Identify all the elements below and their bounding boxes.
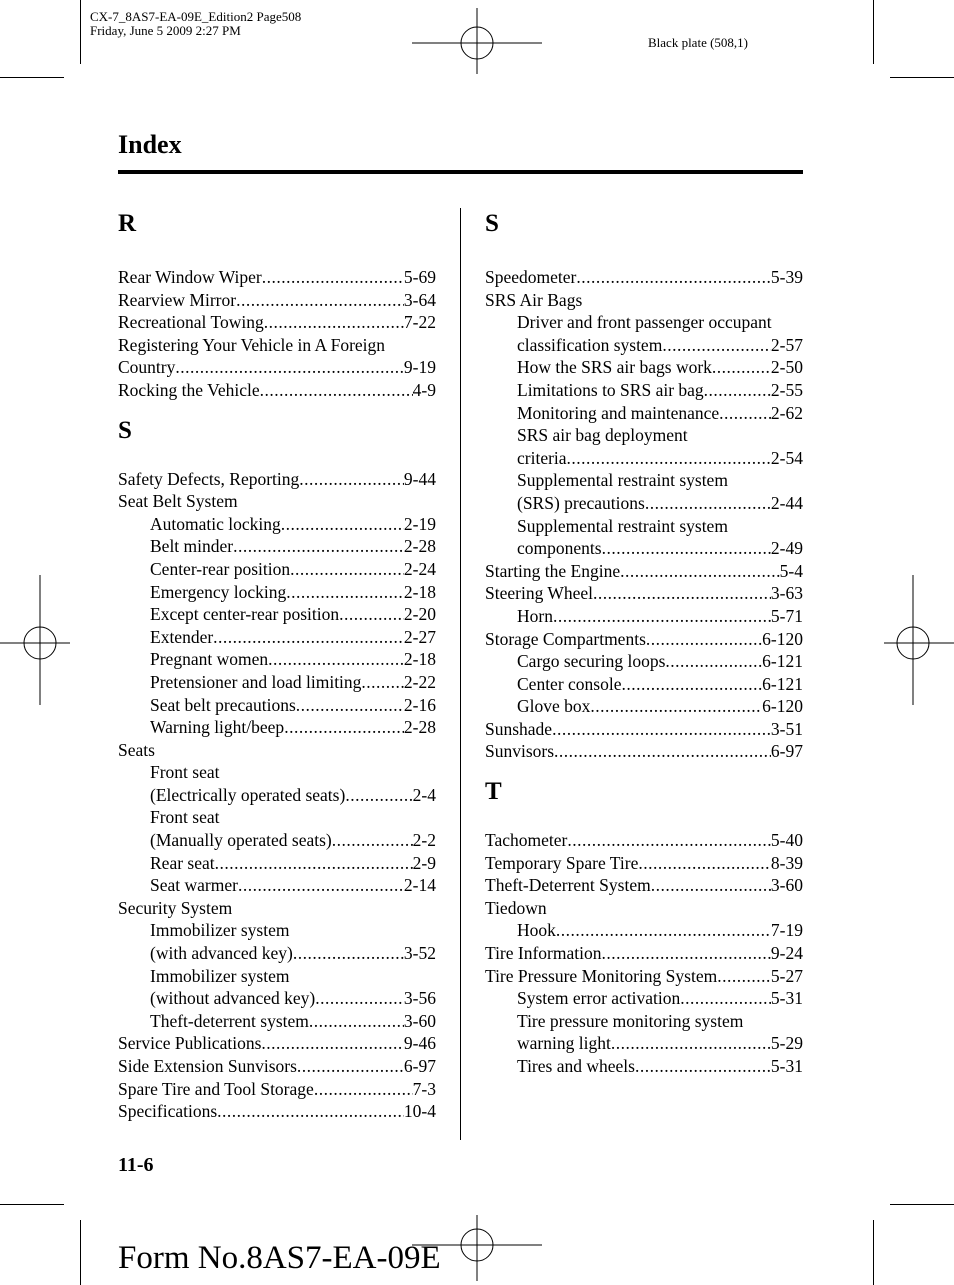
entry-text: warning light xyxy=(517,1033,611,1054)
index-entry xyxy=(485,874,803,897)
index-subentry xyxy=(485,447,803,470)
entry-text: Side Extension Sunvisors xyxy=(118,1056,297,1076)
index-entry xyxy=(485,266,803,289)
index-entry xyxy=(118,379,436,402)
dot-leader xyxy=(719,402,771,425)
dot-leader xyxy=(284,716,404,739)
dot-leader xyxy=(567,829,771,852)
entry-text: Warning light/beep xyxy=(150,717,285,738)
index-subentry xyxy=(118,761,436,784)
index-subentry xyxy=(118,558,436,581)
entry-page: 2-62 xyxy=(770,402,803,423)
index-subentry xyxy=(485,492,803,515)
index-subentry xyxy=(118,852,436,875)
entry-text: Emergency locking xyxy=(150,581,287,602)
entry-text: Belt minder xyxy=(150,536,234,557)
entry-text: Seat Belt System xyxy=(118,491,238,512)
dot-leader xyxy=(704,379,771,402)
dot-leader xyxy=(621,673,762,696)
entry-text: System error activation xyxy=(517,988,681,1009)
print-file-info xyxy=(90,10,301,38)
index-entry xyxy=(118,897,436,920)
dot-leader xyxy=(646,628,762,651)
crop-mark-bottom-right-h xyxy=(890,1204,954,1205)
dot-leader xyxy=(602,537,771,560)
entry-page: 5-71 xyxy=(770,605,803,626)
index-subentry xyxy=(118,919,436,942)
entry-text: Tire Pressure Monitoring System xyxy=(485,965,718,986)
index-entry xyxy=(118,266,436,289)
entry-text: Registering Your Vehicle in A Foreign xyxy=(118,334,386,355)
entry-text: Automatic locking xyxy=(150,513,281,534)
entry-text: criteria xyxy=(517,447,567,468)
index-subentry xyxy=(118,694,436,717)
entry-page: 5-31 xyxy=(770,988,803,1009)
entry-page: 9-44 xyxy=(403,468,436,489)
entry-text: Seats xyxy=(118,739,155,760)
entry-page: 2-28 xyxy=(403,717,436,738)
plate-info: Black plate (508,1) xyxy=(648,35,748,50)
index-subentry xyxy=(118,987,436,1010)
dot-leader xyxy=(297,1055,404,1078)
entry-page: 5-31 xyxy=(770,1056,803,1076)
index-entry xyxy=(485,852,803,875)
entry-text: Rear Window Wiper xyxy=(118,267,262,287)
entry-page: 2-14 xyxy=(403,875,436,896)
index-entry xyxy=(485,582,803,605)
crop-mark-top-left-h xyxy=(0,77,64,78)
index-subentry xyxy=(118,965,436,988)
index-entry xyxy=(118,311,436,334)
entry-page: 2-2 xyxy=(412,830,436,851)
entry-page: 2-44 xyxy=(770,492,803,513)
dot-leader xyxy=(296,694,404,717)
dot-leader xyxy=(290,558,404,581)
entry-text: Seat belt precautions xyxy=(150,694,296,715)
index-entry xyxy=(485,628,803,651)
entry-text: Pregnant women xyxy=(150,649,269,670)
dot-leader xyxy=(567,447,771,470)
index-subentry xyxy=(118,1010,436,1033)
dot-leader xyxy=(293,942,404,965)
section-letter: T xyxy=(485,778,502,806)
dot-leader xyxy=(233,535,404,558)
entry-text: Monitoring and maintenance xyxy=(517,402,720,423)
index-entry xyxy=(118,1078,436,1101)
entry-text: Theft-Deterrent System xyxy=(485,875,651,896)
dot-leader xyxy=(638,852,771,875)
index-entry xyxy=(485,289,803,312)
index-subentry xyxy=(485,379,803,402)
entry-page: 2-9 xyxy=(412,852,436,873)
entry-page: 2-57 xyxy=(770,334,803,355)
dot-leader xyxy=(217,1100,404,1123)
entry-page: 3-52 xyxy=(403,943,436,964)
dot-leader xyxy=(213,626,404,649)
dot-leader xyxy=(315,987,404,1010)
page-title: Index xyxy=(118,130,182,159)
entry-text: How the SRS air bags work xyxy=(517,357,712,378)
entry-page: 5-27 xyxy=(770,965,803,986)
entry-page: 2-55 xyxy=(770,379,803,400)
entry-text: Sunvisors xyxy=(485,741,555,762)
index-entry xyxy=(118,1032,436,1055)
index-subentry xyxy=(118,626,436,649)
header-rule xyxy=(118,170,803,174)
entry-text: Starting the Engine xyxy=(485,560,621,581)
index-subentry xyxy=(485,356,803,379)
entry-page: 3-51 xyxy=(770,718,803,739)
entry-page: 2-19 xyxy=(403,513,436,534)
index-subentry xyxy=(118,942,436,965)
index-subentry xyxy=(118,648,436,671)
dot-leader xyxy=(299,468,404,491)
index-entry xyxy=(485,897,803,920)
entry-page: 6-97 xyxy=(403,1056,436,1076)
dot-leader xyxy=(611,1032,771,1055)
entry-text: Front seat xyxy=(150,807,220,828)
entry-page: 10-4 xyxy=(403,1101,436,1122)
index-subentry xyxy=(485,1032,803,1055)
entry-text: SRS Air Bags xyxy=(485,289,583,310)
dot-leader xyxy=(717,965,771,988)
dot-leader xyxy=(554,740,771,763)
dot-leader xyxy=(215,852,413,875)
entry-text: Security System xyxy=(118,897,233,918)
entry-text: Front seat xyxy=(150,762,220,783)
entry-page: 6-120 xyxy=(762,628,803,649)
entry-text: Tiedown xyxy=(485,897,547,918)
crop-mark-bottom-right-v xyxy=(873,1220,874,1285)
index-entry xyxy=(118,289,436,312)
entry-text: Extender xyxy=(150,626,214,647)
index-subentry xyxy=(485,515,803,538)
index-subentry xyxy=(118,581,436,604)
entry-page: 2-54 xyxy=(770,447,803,468)
entry-text: Rear seat xyxy=(150,852,215,873)
entry-page: 5-4 xyxy=(779,560,803,581)
entry-text: Seat warmer xyxy=(150,875,238,896)
dot-leader xyxy=(314,1078,413,1101)
entry-text: Spare Tire and Tool Storage xyxy=(118,1078,314,1099)
crop-mark-top-right-v xyxy=(873,0,874,64)
entry-text: Country xyxy=(118,357,176,378)
dot-leader xyxy=(665,650,762,673)
index-entry xyxy=(118,739,436,762)
entry-text: (Manually operated seats) xyxy=(150,830,332,851)
entry-page: 7-19 xyxy=(770,920,803,941)
entry-text: Sunshade xyxy=(485,718,553,739)
index-subentry xyxy=(118,784,436,807)
entry-page: 6-121 xyxy=(762,651,803,672)
index-subentry xyxy=(485,469,803,492)
dot-leader xyxy=(593,582,771,605)
entry-text: Theft-deterrent system xyxy=(150,1010,309,1031)
index-entry xyxy=(485,965,803,988)
entry-page: 8-39 xyxy=(770,852,803,873)
entry-text: Service Publications xyxy=(118,1033,262,1054)
entry-text: Immobilizer system xyxy=(150,965,290,986)
index-subentry xyxy=(485,334,803,357)
dot-leader xyxy=(662,334,771,357)
index-subentry xyxy=(118,603,436,626)
entry-page: 2-22 xyxy=(403,671,436,692)
crop-mark-top-left-v xyxy=(80,0,81,64)
dot-leader xyxy=(339,603,404,626)
entry-text: Pretensioner and load limiting xyxy=(150,671,362,692)
entry-page: 2-49 xyxy=(770,538,803,559)
entry-text: (with advanced key) xyxy=(150,943,293,964)
index-column-right xyxy=(485,205,803,1078)
entry-page: 2-20 xyxy=(403,604,436,625)
index-subentry xyxy=(485,695,803,718)
entry-page: 9-19 xyxy=(403,357,436,378)
entry-page: 3-56 xyxy=(403,988,436,1009)
index-subentry xyxy=(485,537,803,560)
dot-leader xyxy=(309,1010,404,1033)
index-subentry xyxy=(118,535,436,558)
dot-leader xyxy=(576,266,771,289)
entry-page: 9-24 xyxy=(770,943,803,964)
index-subentry xyxy=(485,311,803,334)
entry-page: 2-18 xyxy=(403,649,436,670)
entry-text: Tires and wheels xyxy=(517,1056,635,1076)
entry-text: classification system xyxy=(517,334,663,355)
index-entry xyxy=(118,356,436,379)
entry-text: Specifications xyxy=(118,1101,218,1122)
form-number: Form No.8AS7-EA-09E xyxy=(118,1240,441,1276)
dot-leader xyxy=(332,829,413,852)
entry-text: Limitations to SRS air bag xyxy=(517,379,704,400)
entry-page: 5-69 xyxy=(403,267,436,287)
index-subentry xyxy=(485,1010,803,1033)
dot-leader xyxy=(281,513,404,536)
index-entry xyxy=(118,1100,436,1123)
entry-page: 2-4 xyxy=(412,784,436,805)
dot-leader xyxy=(236,289,404,312)
entry-page: 7-22 xyxy=(403,312,436,333)
index-subentry xyxy=(118,671,436,694)
crop-mark-top-right-h xyxy=(890,77,954,78)
entry-page: 5-39 xyxy=(770,267,803,287)
index-subentry xyxy=(485,424,803,447)
entry-text: (SRS) precautions xyxy=(517,492,645,513)
section-letter: S xyxy=(485,210,499,237)
index-entry xyxy=(118,1055,436,1078)
dot-leader xyxy=(635,1055,771,1078)
entry-page: 3-64 xyxy=(403,289,436,310)
crop-mark-bottom-left-h xyxy=(0,1204,64,1205)
dot-leader xyxy=(712,356,771,379)
entry-page: 2-18 xyxy=(403,581,436,602)
index-subentry xyxy=(485,650,803,673)
entry-page: 5-40 xyxy=(770,830,803,851)
dot-leader xyxy=(651,874,771,897)
index-entry xyxy=(118,468,436,491)
entry-text: Cargo securing loops xyxy=(517,651,666,672)
print-timestamp: Friday, June 5 2009 2:27 PM xyxy=(90,23,241,38)
entry-text: Rearview Mirror xyxy=(118,289,237,310)
index-subentry xyxy=(485,673,803,696)
entry-text: Speedometer xyxy=(485,267,577,287)
entry-text: Immobilizer system xyxy=(150,920,290,941)
entry-page: 9-46 xyxy=(403,1033,436,1054)
index-entry xyxy=(485,560,803,583)
column-divider xyxy=(460,208,461,1140)
entry-text: Tire pressure monitoring system xyxy=(517,1010,744,1031)
dot-leader xyxy=(552,718,771,741)
dot-leader xyxy=(175,356,404,379)
dot-leader xyxy=(260,379,413,402)
dot-leader xyxy=(345,784,412,807)
dot-leader xyxy=(268,648,404,671)
entry-page: 6-97 xyxy=(770,741,803,762)
entry-text: Horn xyxy=(517,605,553,626)
dot-leader xyxy=(590,695,762,718)
index-subentry xyxy=(118,874,436,897)
entry-text: (Electrically operated seats) xyxy=(150,784,346,805)
dot-leader xyxy=(556,919,771,942)
index-entry xyxy=(485,829,803,852)
index-subentry xyxy=(118,513,436,536)
index-subentry xyxy=(118,829,436,852)
entry-text: Tire Information xyxy=(485,943,602,964)
entry-page: 2-16 xyxy=(403,694,436,715)
dot-leader xyxy=(553,605,771,628)
dot-leader xyxy=(264,311,404,334)
entry-page: 2-24 xyxy=(403,558,436,579)
page-number: 11-6 xyxy=(118,1154,154,1176)
entry-text: (without advanced key) xyxy=(150,988,316,1009)
index-entry xyxy=(485,718,803,741)
index-subentry xyxy=(118,806,436,829)
index-entry xyxy=(118,334,436,357)
section-letter: R xyxy=(118,210,137,237)
index-subentry xyxy=(118,716,436,739)
dot-leader xyxy=(602,942,771,965)
entry-page: 7-3 xyxy=(412,1078,436,1099)
entry-text: Storage Compartments xyxy=(485,628,646,649)
entry-text: Driver and front passenger occupant xyxy=(517,312,772,333)
entry-text: Hook xyxy=(517,920,556,941)
entry-text: Supplemental restraint system xyxy=(517,515,728,536)
entry-page: 3-60 xyxy=(770,875,803,896)
entry-text: components xyxy=(517,538,602,559)
index-entry xyxy=(485,942,803,965)
entry-page: 6-120 xyxy=(762,696,803,717)
entry-text: Tachometer xyxy=(485,830,568,851)
index-column-left xyxy=(118,205,436,1123)
dot-leader xyxy=(238,874,404,897)
index-subentry xyxy=(485,1055,803,1078)
entry-text: Center console xyxy=(517,673,622,694)
entry-page: 4-9 xyxy=(412,379,436,400)
entry-text: Except center-rear position xyxy=(150,604,340,625)
entry-text: Steering Wheel xyxy=(485,583,594,604)
entry-text: Recreational Towing xyxy=(118,312,264,333)
dot-leader xyxy=(680,987,771,1010)
registration-mark-top xyxy=(412,4,542,74)
entry-text: Center-rear position xyxy=(150,558,291,579)
entry-page: 3-60 xyxy=(403,1010,436,1031)
entry-page: 3-63 xyxy=(770,583,803,604)
entry-text: Glove box xyxy=(517,696,591,717)
dot-leader xyxy=(286,581,404,604)
registration-mark-left xyxy=(0,575,70,705)
print-file-name: CX-7_8AS7-EA-09E_Edition2 Page508 xyxy=(90,9,302,24)
entry-text: Safety Defects, Reporting xyxy=(118,468,300,489)
entry-page: 6-121 xyxy=(762,673,803,694)
index-entry xyxy=(118,490,436,513)
entry-text: Temporary Spare Tire xyxy=(485,852,639,873)
entry-page: 2-28 xyxy=(403,536,436,557)
index-entry xyxy=(485,740,803,763)
entry-text: Rocking the Vehicle xyxy=(118,379,260,400)
section-letter: S xyxy=(118,416,132,444)
index-subentry xyxy=(485,605,803,628)
entry-page: 5-29 xyxy=(770,1033,803,1054)
entry-text: Supplemental restraint system xyxy=(517,470,728,491)
dot-leader xyxy=(620,560,780,583)
dot-leader xyxy=(261,1032,404,1055)
index-subentry xyxy=(485,919,803,942)
entry-page: 2-27 xyxy=(403,626,436,647)
crop-mark-bottom-left-v xyxy=(80,1220,81,1285)
index-subentry xyxy=(485,402,803,425)
index-subentry xyxy=(485,987,803,1010)
dot-leader xyxy=(645,492,771,515)
entry-page: 2-50 xyxy=(770,357,803,378)
dot-leader xyxy=(361,671,404,694)
registration-mark-right xyxy=(884,575,954,705)
dot-leader xyxy=(262,266,404,289)
entry-text: SRS air bag deployment xyxy=(517,425,688,446)
